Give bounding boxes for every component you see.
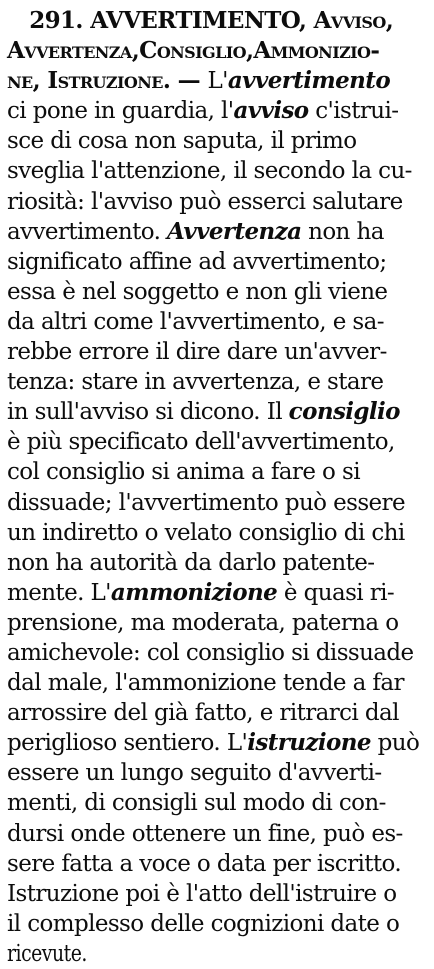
entry-text-block bbox=[7, 6, 429, 969]
text-line bbox=[7, 819, 429, 849]
text-line bbox=[7, 638, 429, 668]
text-line bbox=[7, 187, 429, 217]
body-text: menti, di consigli sul modo di con- bbox=[7, 790, 386, 817]
heading-text: 291. AVVERTIMENTO, bbox=[7, 7, 314, 34]
italic-term: Avvertenza bbox=[167, 217, 302, 245]
body-text: è più specificato dell'avvertimento, bbox=[7, 429, 395, 456]
body-text: riosità: l'avviso può esserci salutare bbox=[7, 188, 403, 215]
text-line bbox=[7, 728, 429, 758]
body-text: dissuade; l'avvertimento può essere bbox=[7, 489, 405, 516]
body-text: c'istrui- bbox=[308, 98, 399, 125]
italic-term: avvertimento bbox=[227, 67, 391, 95]
body-text: essere un lungo seguito d'avverti- bbox=[7, 760, 382, 787]
body-text: Istruzione poi è l'atto dell'istruire o bbox=[7, 880, 397, 907]
body-text: è quasi ri- bbox=[277, 579, 395, 606]
body-text: significato affine ad avvertimento; bbox=[7, 248, 387, 275]
text-line bbox=[7, 6, 429, 36]
body-text: sere fatta a voce o data per iscritto. bbox=[7, 850, 402, 877]
text-line bbox=[7, 337, 429, 367]
italic-term: consiglio bbox=[288, 398, 400, 426]
text-line bbox=[7, 608, 429, 638]
text-line bbox=[7, 367, 429, 397]
body-text: dal male, l'ammonizione tende a far bbox=[7, 670, 404, 697]
italic-term: avviso bbox=[233, 97, 309, 125]
text-line bbox=[7, 247, 429, 277]
text-line bbox=[7, 788, 429, 818]
text-line bbox=[7, 126, 429, 156]
body-text: arrossire del già fatto, e ritrarci dal bbox=[7, 700, 399, 727]
text-line bbox=[7, 277, 429, 307]
text-line bbox=[7, 548, 429, 578]
text-line bbox=[7, 397, 429, 427]
text-line bbox=[7, 307, 429, 337]
body-text: un indiretto o velato consiglio di chi bbox=[7, 519, 405, 546]
body-text: in sull'avviso si dicono. Il bbox=[7, 399, 289, 426]
body-text: il complesso delle cognizioni date o bbox=[7, 910, 400, 937]
body-text: essa è nel soggetto e non gli viene bbox=[7, 278, 388, 305]
text-line bbox=[7, 518, 429, 548]
body-text: da altri come l'avvertimento, e sa- bbox=[7, 308, 384, 335]
text-line bbox=[7, 698, 429, 728]
text-line bbox=[7, 578, 429, 608]
body-text: mente. L' bbox=[7, 579, 111, 606]
body-text: rebbe errore il dire dare un'avver- bbox=[7, 339, 387, 366]
body-text: dursi onde ottenere un fine, può es- bbox=[7, 820, 403, 847]
body-text: sce di cosa non saputa, il primo bbox=[7, 128, 357, 155]
italic-term: istruzione bbox=[247, 729, 371, 757]
body-text: L' bbox=[207, 68, 228, 95]
text-line bbox=[7, 156, 429, 186]
text-line bbox=[7, 457, 429, 487]
body-text: amichevole: col consiglio si dissuade bbox=[7, 639, 414, 666]
text-line bbox=[7, 758, 429, 788]
text-line bbox=[7, 849, 429, 879]
heading-text: Avviso, bbox=[313, 7, 394, 34]
body-text: sveglia l'attenzione, il secondo la cu- bbox=[7, 158, 412, 185]
heading-text: Avvertenza,Consiglio,Ammonizio- bbox=[7, 37, 380, 65]
text-line bbox=[7, 668, 429, 698]
body-text: periglioso sentiero. L' bbox=[7, 730, 248, 757]
heading-text: ne, Istruzione. bbox=[7, 67, 171, 95]
text-line bbox=[7, 96, 429, 126]
text-line bbox=[7, 427, 429, 457]
text-line bbox=[7, 66, 429, 96]
body-text: ci pone in guardia, l' bbox=[7, 98, 234, 125]
text-line bbox=[7, 217, 429, 247]
body-text: col consiglio si anima a fare o si bbox=[7, 459, 360, 486]
body-text: può bbox=[370, 730, 420, 757]
text-line bbox=[7, 488, 429, 518]
dictionary-entry bbox=[7, 6, 429, 969]
heading-text: — bbox=[170, 67, 208, 95]
text-line bbox=[7, 879, 429, 909]
text-line bbox=[7, 939, 353, 969]
text-line bbox=[7, 36, 429, 66]
text-line bbox=[7, 909, 429, 939]
body-text: tenza: stare in avvertenza, e stare bbox=[7, 369, 384, 396]
body-text: non ha autorità da darlo patente- bbox=[7, 549, 375, 576]
body-text: non ha bbox=[301, 218, 384, 245]
italic-term: ammonizione bbox=[110, 578, 278, 606]
body-text: avvertimento. bbox=[7, 218, 168, 245]
body-text: ricevute. bbox=[7, 940, 87, 967]
body-text: prensione, ma moderata, paterna o bbox=[7, 609, 399, 636]
